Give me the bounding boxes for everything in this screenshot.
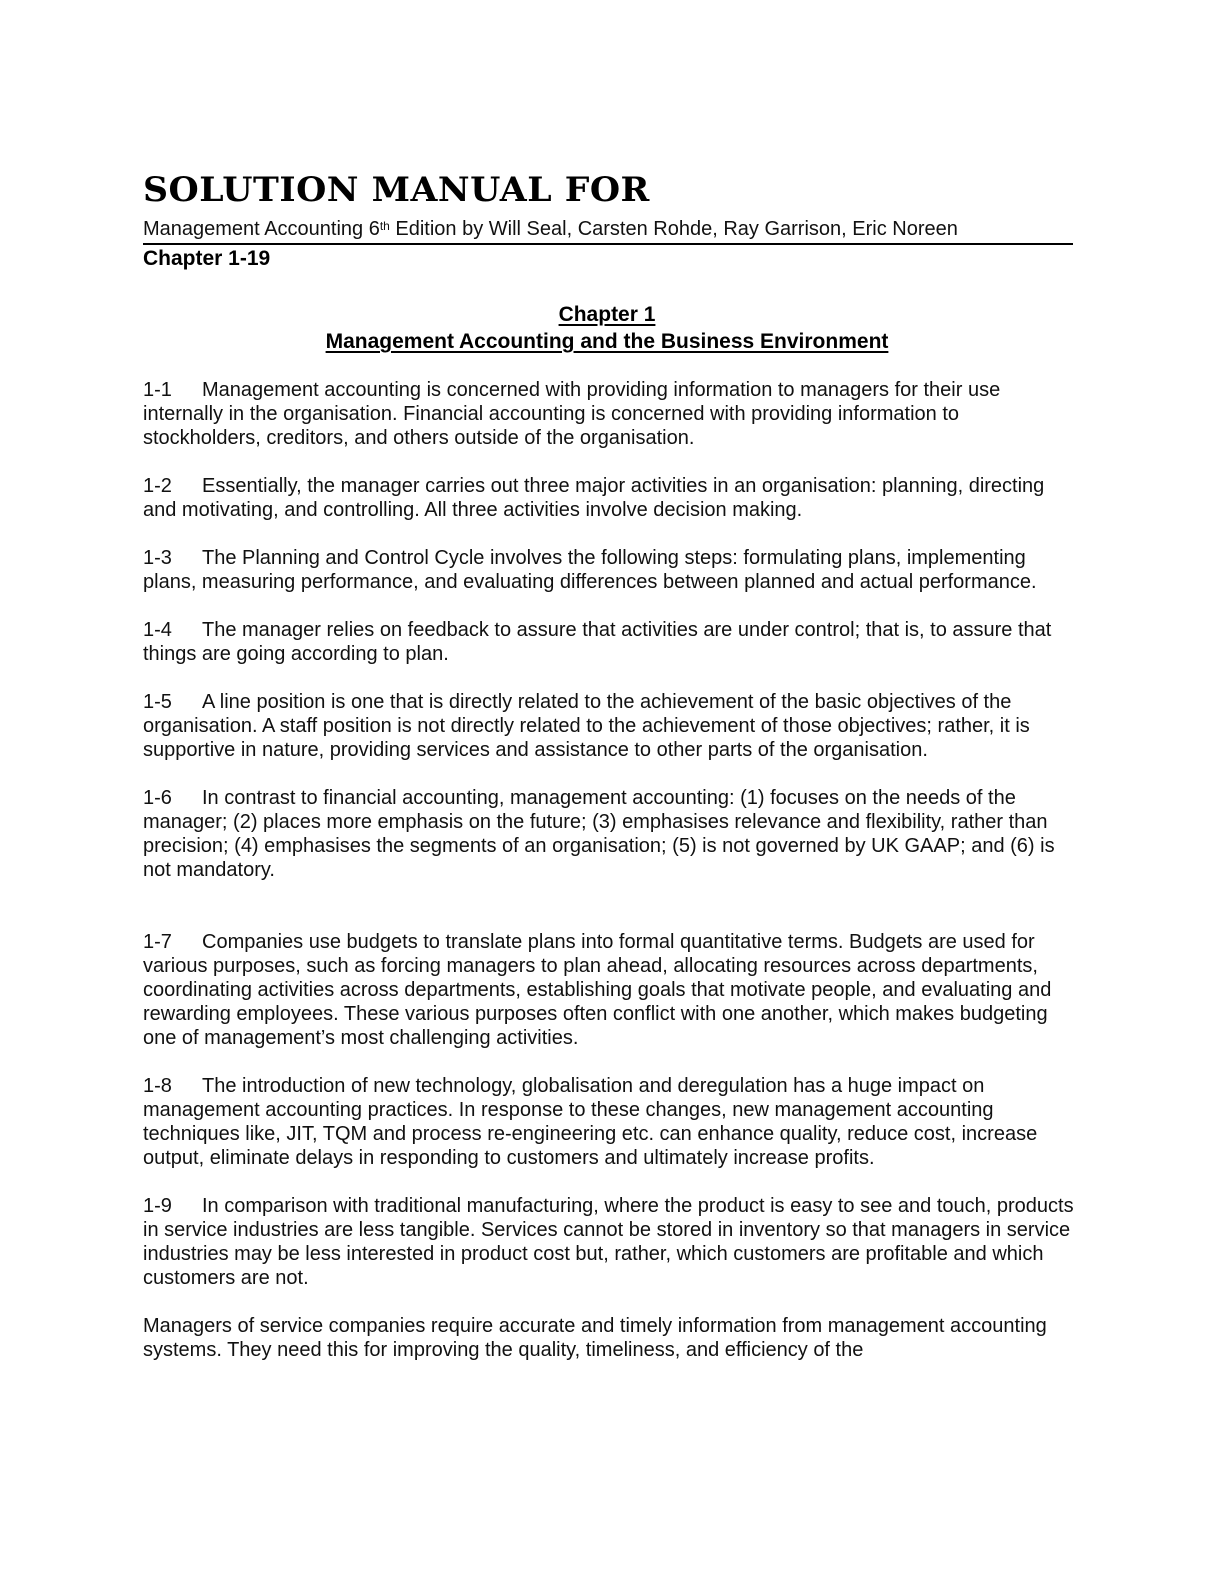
answer-text: The manager relies on feedback to assure that activities are under control; that is, to assure that things are going according to plan. xyxy=(143,619,1052,665)
answer-number: 1-6 xyxy=(143,787,172,809)
answer-number: 1-8 xyxy=(143,1075,172,1097)
book-citation-start: Management Accounting 6 xyxy=(143,218,380,240)
answer-number: 1-9 xyxy=(143,1195,172,1217)
answer-paragraph xyxy=(143,618,1078,666)
answer-text: Companies use budgets to translate plans into formal quantitative terms. Budgets are used for various purposes, such as forcing managers to plan ahead, allocating resources across departments, coordinating activities across departments, establishing goals that motivate people, and evaluating and rewarding employees. These various purposes often conflict with one another, which makes budgeting one of management’s most challenging activities. xyxy=(143,931,1052,1049)
edition-superscript: th xyxy=(379,219,390,233)
answer-number: 1-5 xyxy=(143,691,172,713)
answer-paragraph xyxy=(143,1194,1078,1290)
answer-text: A line position is one that is directly related to the achievement of the basic objectives of the organisation. A staff position is not directly related to the achievement of those objectives; rather, it is supportive in nature, providing services and assistance to other parts of the organisation. xyxy=(143,691,1030,761)
book-citation xyxy=(143,216,1071,242)
answer-paragraph xyxy=(143,546,1078,594)
answer-number: 1-2 xyxy=(143,475,172,497)
answer-number: 1-7 xyxy=(143,931,172,953)
answer-paragraph xyxy=(143,690,1078,762)
answer-number: 1-3 xyxy=(143,547,172,569)
answer-number: 1-4 xyxy=(143,619,172,641)
answer-paragraph xyxy=(143,930,1078,1050)
continuation-paragraph: Managers of service companies require accurate and timely information from management accounting systems. They need this for improving the quality, timeliness, and efficiency of the xyxy=(143,1315,1047,1361)
answer-text: In comparison with traditional manufacturing, where the product is easy to see and touch, products in service industries are less tangible. Services cannot be stored in inventory so that managers in service industries may be less interested in product cost but, rather, which customers are profitable and which customers are not. xyxy=(143,1195,1074,1289)
answer-text: The Planning and Control Cycle involves the following steps: formulating plans, implementing plans, measuring performance, and evaluating differences between planned and actual performance. xyxy=(143,547,1037,593)
answer-text: In contrast to financial accounting, management accounting: (1) focuses on the needs of the manager; (2) places more emphasis on the future; (3) emphasises relevance and flexibility, rather than precision; (4) emphasises the segments of an organisation; (5) is not governed by UK GAAP; and (6) is not mandatory. xyxy=(143,787,1055,881)
chapter-heading xyxy=(143,301,1071,355)
answer-number: 1-1 xyxy=(143,379,172,401)
answers-body xyxy=(143,378,1078,1386)
chapter-title: Management Accounting and the Business Environment xyxy=(325,330,889,353)
chapter-range: Chapter 1-19 xyxy=(143,247,271,270)
answer-paragraph xyxy=(143,474,1078,522)
title-divider xyxy=(143,243,1073,245)
answer-text: The introduction of new technology, globalisation and deregulation has a huge impact on management accounting practices. In response to these changes, new management accounting techniques like, JIT, TQM and process re-engineering etc. can enhance quality, reduce cost, increase output, eliminate delays in responding to customers and ultimately increase profits. xyxy=(143,1075,1038,1169)
answer-paragraph xyxy=(143,378,1078,450)
document-title: SOLUTION MANUAL FOR xyxy=(143,170,650,210)
answer-text: Management accounting is concerned with providing information to managers for their use internally in the organisation. Financial accounting is concerned with providing information to stockholders, creditors, and others outside of the organisation. xyxy=(143,379,1001,449)
book-citation-end: Edition by Will Seal, Carsten Rohde, Ray Garrison, Eric Noreen xyxy=(389,218,958,240)
answer-text: Essentially, the manager carries out three major activities in an organisation: planning, directing and motivating, and controlling. All three activities involve decision making. xyxy=(143,475,1045,521)
answer-paragraph xyxy=(143,786,1078,882)
answer-paragraph xyxy=(143,1074,1078,1170)
chapter-number: Chapter 1 xyxy=(558,303,656,326)
